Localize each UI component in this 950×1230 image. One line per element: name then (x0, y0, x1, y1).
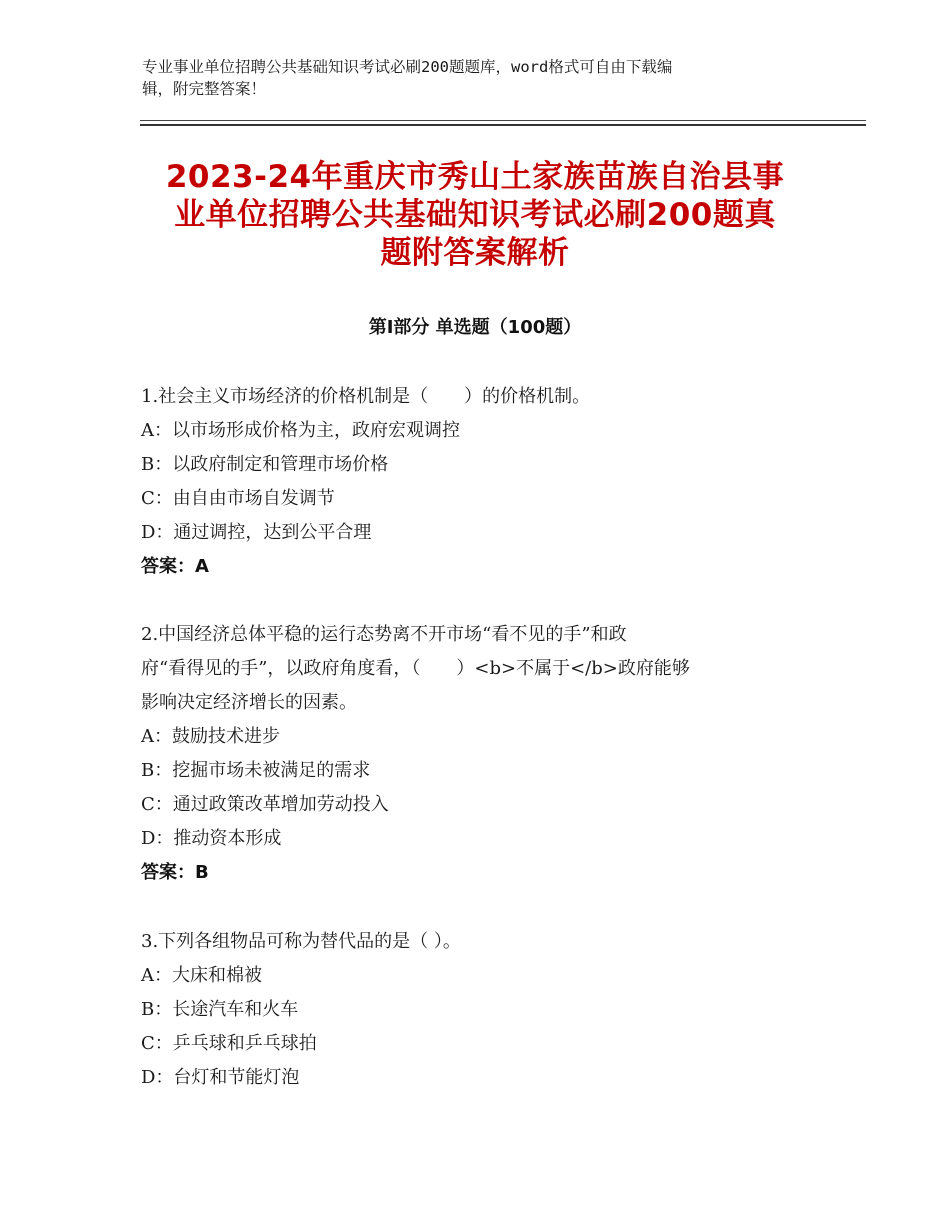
answer-label: 答案：A (141, 556, 209, 577)
option-b: B：长途汽车和火车 (141, 999, 299, 1020)
question-stem-line-2: 府“看得见的手”，以政府角度看，（ ）<b>不属于</b>政府能够 (141, 658, 690, 679)
option-a: A：以市场形成价格为主，政府宏观调控 (141, 420, 460, 441)
question-stem-line-3: 影响决定经济增长的因素。 (141, 692, 357, 713)
title-line-1: 2023-24年重庆市秀山土家族苗族自治县事 (165, 159, 785, 195)
option-b: B：挖掘市场未被满足的需求 (141, 760, 371, 781)
title-line-2: 业单位招聘公共基础知识考试必刷200题真 (174, 197, 776, 233)
option-a: A：鼓励技术进步 (141, 726, 280, 747)
option-b: B：以政府制定和管理市场价格 (141, 454, 389, 475)
document-title (140, 158, 810, 272)
option-c: C：通过政策改革增加劳动投入 (141, 794, 389, 815)
header-note-line-1: 专业事业单位招聘公共基础知识考试必刷200题题库，word格式可自由下载编 (142, 58, 673, 76)
question-2 (141, 618, 821, 890)
option-c: C：由自由市场自发调节 (141, 488, 335, 509)
question-3 (141, 925, 821, 1095)
option-d: D：通过调控，达到公平合理 (141, 522, 372, 543)
option-c: C：乒乓球和乒乓球拍 (141, 1033, 317, 1054)
header-rule-thick (140, 124, 866, 126)
answer-label: 答案：B (141, 862, 209, 883)
title-line-3: 题附答案解析 (380, 235, 570, 271)
option-a: A：大床和棉被 (141, 965, 262, 986)
question-stem: 3.下列各组物品可称为替代品的是（ ）。 (141, 931, 461, 952)
section-heading: 第Ⅰ部分 单选题（100题） (368, 317, 582, 338)
header-note (142, 56, 782, 100)
question-stem: 1.社会主义市场经济的价格机制是（ ）的价格机制。 (141, 386, 591, 407)
question-1 (141, 380, 821, 584)
header-note-line-2: 辑，附完整答案！ (142, 80, 267, 98)
option-d: D：推动资本形成 (141, 828, 282, 849)
option-d: D：台灯和节能灯泡 (141, 1067, 300, 1088)
question-stem-line-1: 2.中国经济总体平稳的运行态势离不开市场“看不见的手”和政 (141, 624, 627, 645)
header-rule-thin (140, 120, 866, 121)
